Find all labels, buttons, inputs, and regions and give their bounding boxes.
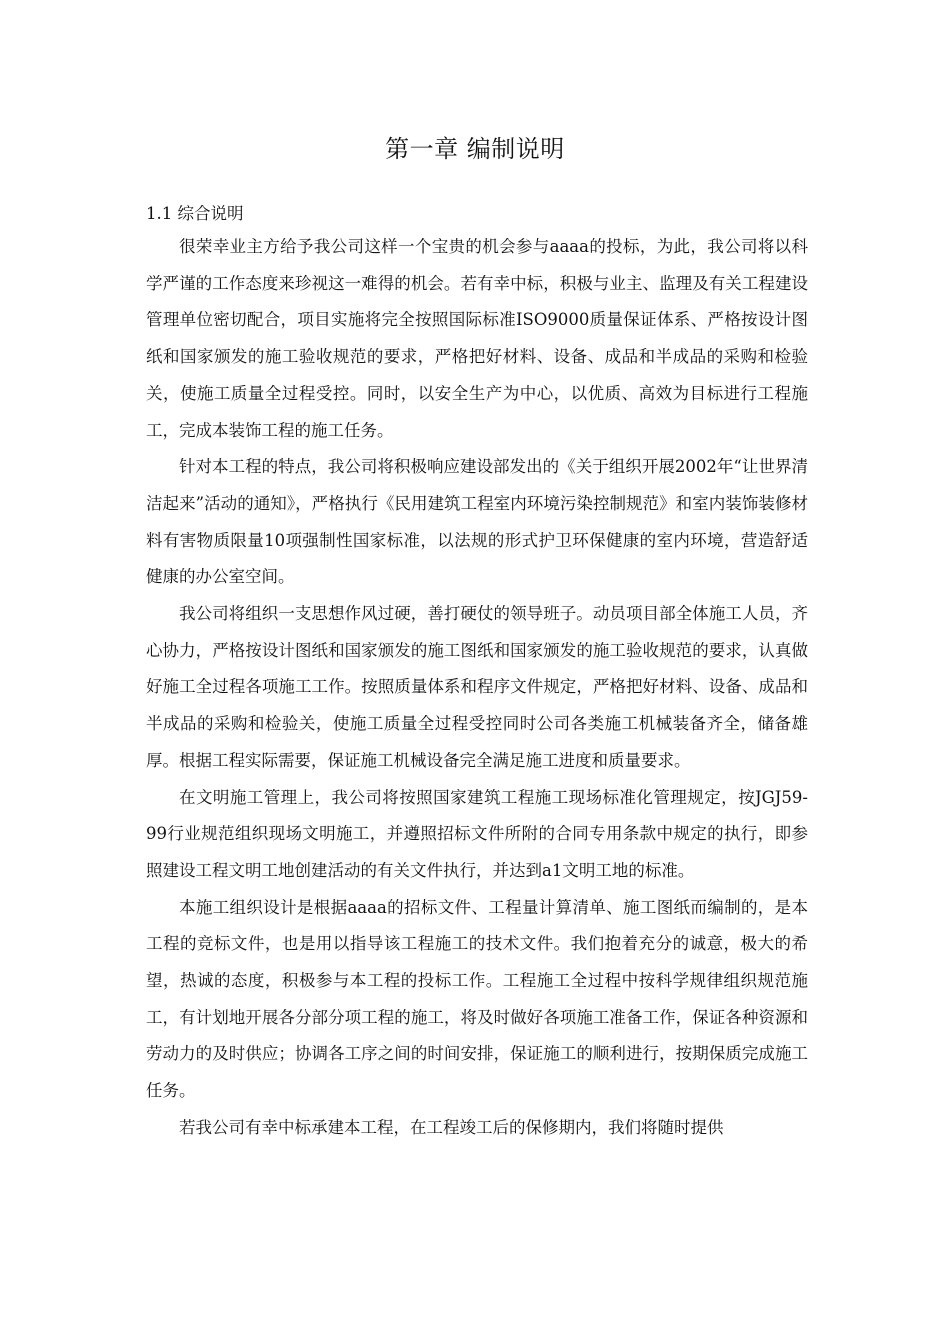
paragraph: 若我公司有幸中标承建本工程，在工程竣工后的保修期内，我们将随时提供 — [179, 1117, 724, 1137]
section-heading: 1.1 综合说明 — [146, 204, 244, 223]
paragraph: 我公司将组织一支思想作风过硬，善打硬仗的领导班子。动员项目部全体施工人员，齐心协力，严格按设计图纸和国家颁发的施工图纸和国家颁发的施工验收规范的要求，认真做好施工全过程各项施工工作。按照质量体系和程序文件规定，严格把好材料、设备、成品和半成品的采购和检验关，使施工质量全过程受控同时公司各类施工机械装备齐全，储备雄厚。根据工程实际需要，保证施工机械设备完全满足施工进度和质量要求。 — [146, 604, 808, 770]
document-body — [146, 198, 808, 1147]
paragraph: 针对本工程的特点，我公司将积极响应建设部发出的《关于组织开展2002年“让世界清洁起来”活动的通知》，严格执行《民用建筑工程室内环境污染控制规范》和室内装饰装修材料有害物质限量10项强制性国家标准，以法规的形式护卫环保健康的室内环境，营造舒适健康的办公室空间。 — [146, 457, 808, 587]
paragraph: 本施工组织设计是根据aaaa的招标文件、工程量计算清单、施工图纸而编制的，是本工程的竞标文件，也是用以指导该工程施工的技术文件。我们抱着充分的诚意，极大的希望，热诚的态度，积极参与本工程的投标工作。工程施工全过程中按科学规律组织规范施工，有计划地开展各分部分项工程的施工，将及时做好各项施工准备工作，保证各种资源和劳动力的及时供应；协调各工序之间的时间安排，保证施工的顺利进行，按期保质完成施工任务。 — [146, 897, 808, 1101]
paragraph: 很荣幸业主方给予我公司这样一个宝贵的机会参与aaaa的投标，为此，我公司将以科学严谨的工作态度来珍视这一难得的机会。若有幸中标，积极与业主、监理及有关工程建设管理单位密切配合，项目实施将完全按照国际标准ISO9000质量保证体系、严格按设计图纸和国家颁发的施工验收规范的要求，严格把好材料、设备、成品和半成品的采购和检验关，使施工质量全过程受控。同时，以安全生产为中心，以优质、高效为目标进行工程施工，完成本装饰工程的施工任务。 — [146, 237, 808, 440]
paragraph: 在文明施工管理上，我公司将按照国家建筑工程施工现场标准化管理规定，按JGJ59-99行业规范组织现场文明施工，并遵照招标文件所附的合同专用条款中规定的执行，即参照建设工程文明工地创建活动的有关文件执行，并达到a1文明工地的标准。 — [146, 787, 808, 880]
chapter-title: 第一章 编制说明 — [385, 135, 565, 163]
